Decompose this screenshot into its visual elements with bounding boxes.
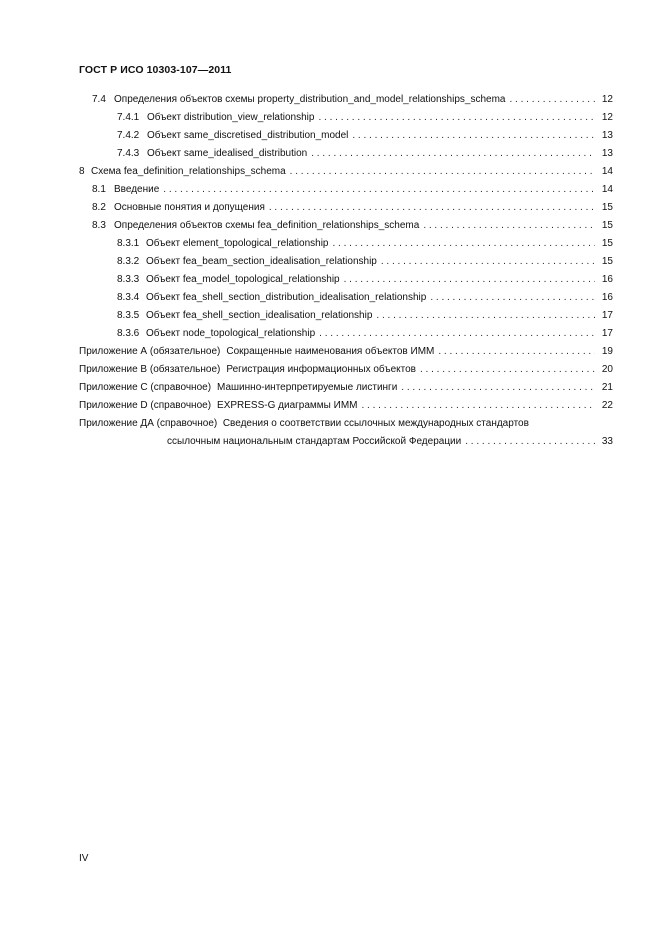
- toc-entry: [117, 290, 613, 306]
- toc-leader-dots: [344, 272, 595, 288]
- toc-entry-title: Объект same_discretised_distribution_model: [147, 130, 349, 141]
- toc-entry-page: 16: [601, 292, 613, 303]
- toc-entry-appendix: [79, 344, 613, 360]
- toc-appendix-label: Приложение ДА (справочное): [79, 418, 218, 429]
- toc-entry-number: 7.4.3: [117, 148, 140, 159]
- toc-entry-title: Объект fea_model_topological_relationship: [146, 274, 340, 285]
- toc-entry-title: Сведения о соответствии ссылочных международных стандартов: [222, 418, 529, 429]
- toc-entry: [79, 164, 613, 180]
- toc-entry-page: 14: [601, 166, 613, 177]
- toc-entry-title-continuation: ссылочным национальным стандартам Российской Федерации: [167, 436, 462, 447]
- toc-entry: [117, 326, 613, 342]
- toc-leader-dots: [163, 182, 595, 198]
- toc-entry-number: 8.3.4: [117, 292, 140, 303]
- toc-entry-number: 7.4: [92, 94, 106, 105]
- toc-entry-number: 7.4.1: [117, 112, 140, 123]
- toc-entry-page: 21: [601, 382, 613, 393]
- toc-entry-number: 8.3.2: [117, 256, 140, 267]
- toc-entry-page: 13: [601, 148, 613, 159]
- toc-entry-title: Схема fea_definition_relationships_schema: [91, 166, 286, 177]
- document-header: ГОСТ Р ИСО 10303-107—2011: [79, 64, 232, 76]
- toc-entry-page: 20: [601, 364, 613, 375]
- toc-entry-title: Объект fea_beam_section_idealisation_relationship: [146, 256, 377, 267]
- toc-entry-title: Машинно-интерпретируемые листинги: [217, 382, 398, 393]
- toc-leader-dots: [509, 92, 595, 108]
- toc-appendix-label: Приложение В (обязательное): [79, 364, 221, 375]
- toc-entry-title: Регистрация информационных объектов: [226, 364, 416, 375]
- toc-entry-title: Основные понятия и допущения: [114, 202, 265, 213]
- toc-entry-title: Объект fea_shell_section_distribution_idealisation_relationship: [146, 292, 427, 303]
- toc-appendix-label: Приложение С (справочное): [79, 382, 212, 393]
- toc-entry-page: 15: [601, 256, 613, 267]
- toc-entry-number: 8.1: [92, 184, 106, 195]
- toc-entry-appendix: [79, 380, 613, 396]
- toc-entry-page: 15: [601, 202, 613, 213]
- toc-entry-page: 17: [601, 310, 613, 321]
- toc-leader-dots: [423, 218, 595, 234]
- toc-entry-number: 8.2: [92, 202, 106, 213]
- toc-entry-appendix: [79, 362, 613, 378]
- toc-entry-page: 13: [601, 130, 613, 141]
- toc-entry-appendix: [79, 398, 613, 414]
- toc-entry-number: 8.3: [92, 220, 106, 231]
- toc-leader-dots: [361, 398, 595, 414]
- toc-entry: [117, 308, 613, 324]
- toc-leader-dots: [318, 110, 595, 126]
- toc-entry: [92, 200, 613, 216]
- toc-entry-number: 8.3.5: [117, 310, 140, 321]
- toc-leader-dots: [381, 254, 595, 270]
- toc-entry-number: 8: [79, 166, 85, 177]
- toc-entry-number: 8.3.1: [117, 238, 140, 249]
- toc-appendix-label: Приложение А (обязательное): [79, 346, 221, 357]
- toc-leader-dots: [438, 344, 595, 360]
- toc-entry-title: Объект element_topological_relationship: [146, 238, 329, 249]
- toc-entry-title: Объект fea_shell_section_idealisation_relationship: [146, 310, 373, 321]
- toc-leader-dots: [352, 128, 595, 144]
- toc-entry-appendix-continuation: [167, 434, 613, 450]
- toc-entry: [92, 182, 613, 198]
- toc-entry-number: 8.3.3: [117, 274, 140, 285]
- toc-entry-page: 22: [601, 400, 613, 411]
- page-number: IV: [79, 853, 89, 864]
- toc-entry-page: 15: [601, 238, 613, 249]
- toc-leader-dots: [465, 434, 595, 450]
- toc-entry: [117, 146, 613, 162]
- toc-entry: [117, 110, 613, 126]
- toc-entry-page: 15: [601, 220, 613, 231]
- toc-entry-page: 16: [601, 274, 613, 285]
- toc-entry: [92, 218, 613, 234]
- toc-entry-page: 33: [601, 436, 613, 447]
- toc-leader-dots: [333, 236, 596, 252]
- toc-entry: [117, 254, 613, 270]
- toc-entry: [117, 128, 613, 144]
- toc-entry-appendix-first-line: [79, 416, 529, 432]
- toc-entry-page: 14: [601, 184, 613, 195]
- toc-leader-dots: [311, 146, 595, 162]
- toc-entry-number: 7.4.2: [117, 130, 140, 141]
- toc-entry-title: EXPRESS-G диаграммы ИММ: [217, 400, 358, 411]
- toc-entry: [117, 236, 613, 252]
- toc-entry-page: 17: [601, 328, 613, 339]
- toc-entry-page: 12: [601, 94, 613, 105]
- toc-entry-title: Определения объектов схемы fea_definition_relationships_schema: [114, 220, 420, 231]
- toc-entry-number: 8.3.6: [117, 328, 140, 339]
- toc-entry-title: Определения объектов схемы property_distribution_and_model_relationships_schema: [114, 94, 506, 105]
- toc-entry-title: Объект same_idealised_distribution: [147, 148, 308, 159]
- toc-entry-title: Введение: [114, 184, 160, 195]
- toc-entry-title: Объект distribution_view_relationship: [147, 112, 315, 123]
- toc-entry-title: Объект node_topological_relationship: [146, 328, 316, 339]
- toc-leader-dots: [319, 326, 595, 342]
- toc-leader-dots: [269, 200, 595, 216]
- toc-leader-dots: [401, 380, 595, 396]
- toc-appendix-label: Приложение D (справочное): [79, 400, 212, 411]
- toc-leader-dots: [376, 308, 595, 324]
- toc-leader-dots: [290, 164, 595, 180]
- toc-entry-title: Сокращенные наименования объектов ИММ: [226, 346, 435, 357]
- toc-entry: [117, 272, 613, 288]
- toc-leader-dots: [430, 290, 595, 306]
- toc-entry: [92, 92, 613, 108]
- toc-entry-page: 12: [601, 112, 613, 123]
- toc-leader-dots: [420, 362, 595, 378]
- toc-entry-page: 19: [601, 346, 613, 357]
